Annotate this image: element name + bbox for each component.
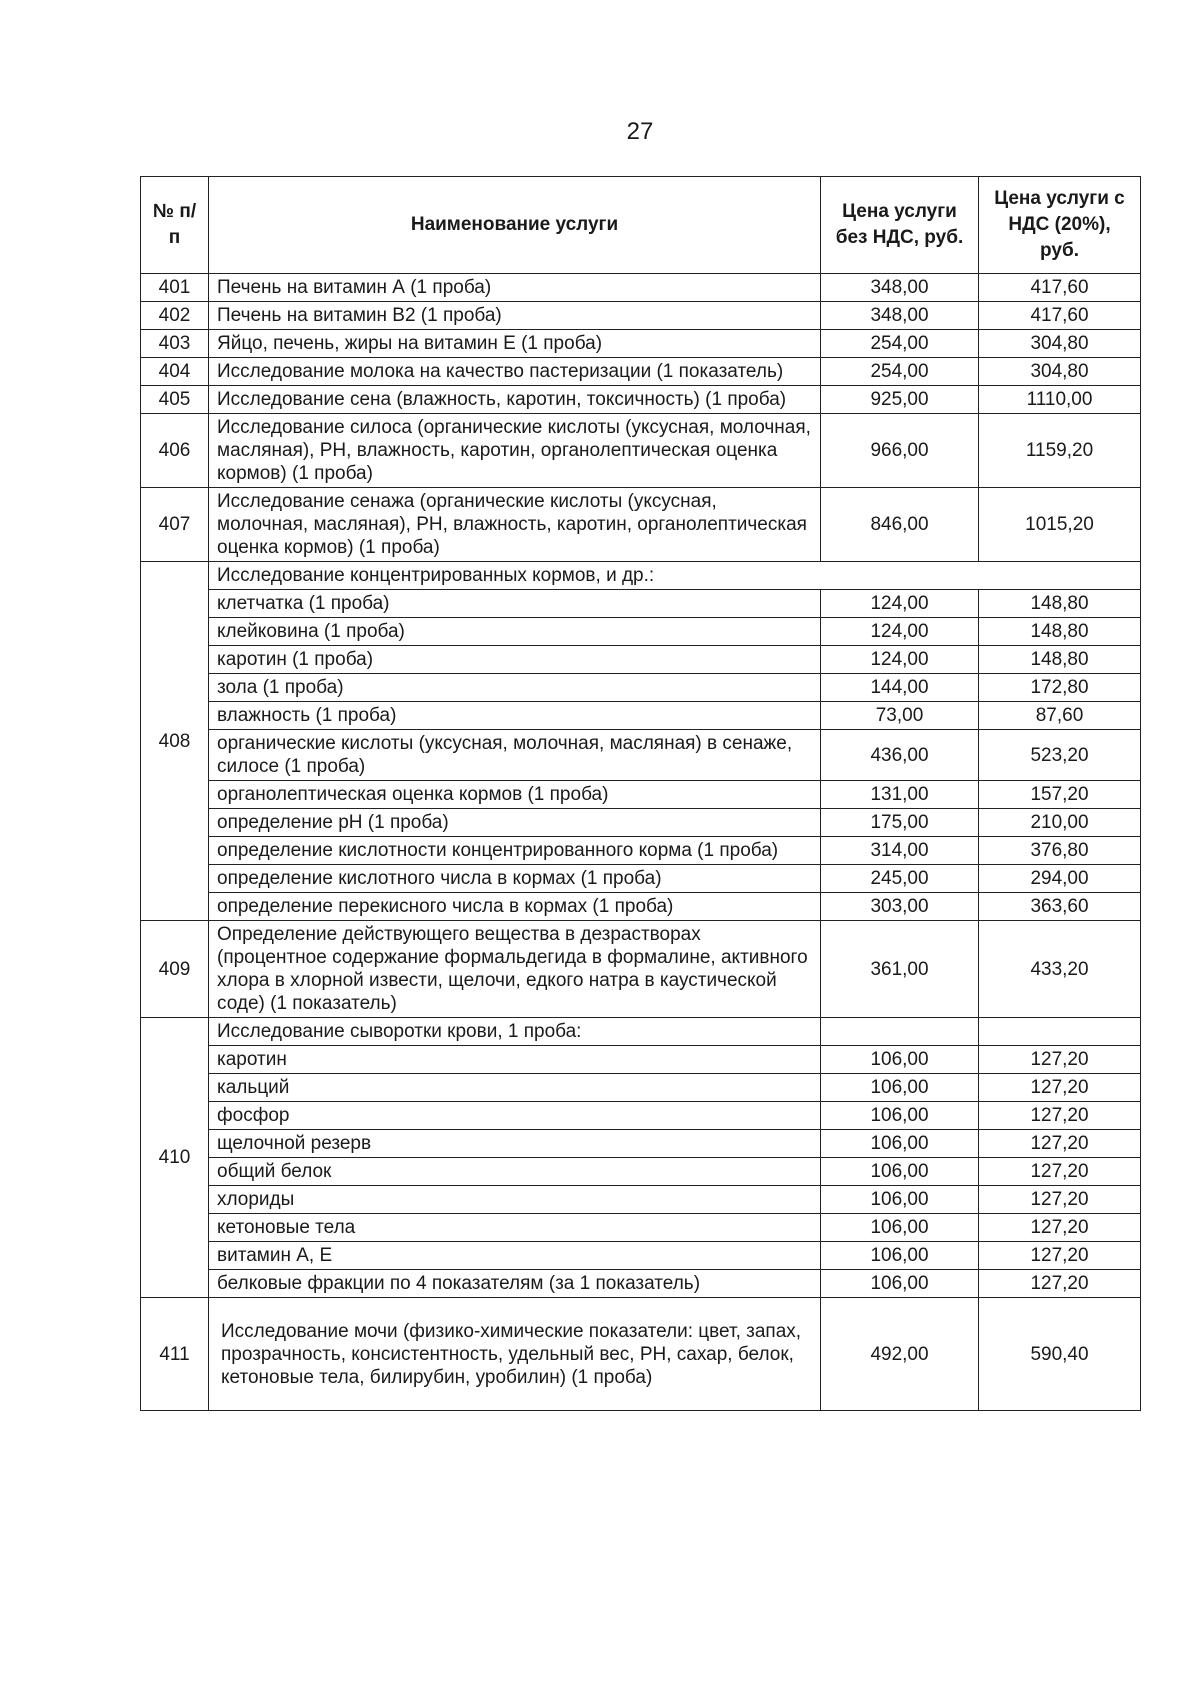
price-with-vat: 417,60 (979, 302, 1141, 330)
service-name: зола (1 проба) (209, 674, 821, 702)
price-without-vat: 106,00 (821, 1186, 979, 1214)
price-without-vat: 492,00 (821, 1298, 979, 1411)
service-name: фосфор (209, 1102, 821, 1130)
service-name: органолептическая оценка кормов (1 проба) (209, 781, 821, 809)
price-with-vat: 304,80 (979, 358, 1141, 386)
table-subrow (141, 1102, 1141, 1130)
price-with-vat: 304,80 (979, 330, 1141, 358)
service-name: белковые фракции по 4 показателям (за 1 показатель) (209, 1270, 821, 1298)
price-without-vat: 106,00 (821, 1214, 979, 1242)
price-without-vat: 348,00 (821, 274, 979, 302)
price-with-vat: 172,80 (979, 674, 1141, 702)
price-without-vat: 846,00 (821, 488, 979, 562)
service-name: органические кислоты (уксусная, молочная, масляная) в сенаже, силосе (1 проба) (209, 730, 821, 781)
price-with-vat: 523,20 (979, 730, 1141, 781)
table-row (141, 1018, 1141, 1046)
row-number: 407 (141, 488, 209, 562)
price-without-vat: 925,00 (821, 386, 979, 414)
row-number: 402 (141, 302, 209, 330)
header-price-with-vat: Цена услуги с НДС (20%), руб. (979, 177, 1141, 274)
table-subrow (141, 730, 1141, 781)
row-number: 411 (141, 1298, 209, 1411)
table-subrow (141, 809, 1141, 837)
price-without-vat: 106,00 (821, 1074, 979, 1102)
price-with-vat: 157,20 (979, 781, 1141, 809)
price-with-vat: 417,60 (979, 274, 1141, 302)
service-name: щелочной резерв (209, 1130, 821, 1158)
price-without-vat: 245,00 (821, 865, 979, 893)
price-without-vat: 106,00 (821, 1242, 979, 1270)
price-without-vat: 361,00 (821, 921, 979, 1018)
header-service-name: Наименование услуги (209, 177, 821, 274)
table-subrow (141, 1046, 1141, 1074)
table-row (141, 562, 1141, 590)
table-subrow (141, 1130, 1141, 1158)
service-name: Исследование мочи (физико-химические показатели: цвет, запах, прозрачность, консистентность, удельный вес, PH, сахар, белок, кетоновые тела, билирубин, уробилин) (1 проба) (209, 1298, 821, 1411)
price-with-vat: 210,00 (979, 809, 1141, 837)
row-number: 404 (141, 358, 209, 386)
table-row (141, 302, 1141, 330)
price-without-vat: 106,00 (821, 1158, 979, 1186)
price-without-vat: 106,00 (821, 1102, 979, 1130)
price-with-vat: 148,80 (979, 590, 1141, 618)
price-with-vat: 1110,00 (979, 386, 1141, 414)
table-row (141, 386, 1141, 414)
table-subrow (141, 1186, 1141, 1214)
table-subrow (141, 781, 1141, 809)
service-name: каротин (209, 1046, 821, 1074)
price-table-body (141, 274, 1141, 1411)
price-without-vat: 124,00 (821, 618, 979, 646)
table-subrow (141, 893, 1141, 921)
table-subrow (141, 1214, 1141, 1242)
table-subrow (141, 1242, 1141, 1270)
table-row (141, 1298, 1141, 1411)
price-with-vat: 148,80 (979, 646, 1141, 674)
table-row (141, 358, 1141, 386)
page-number: 27 (626, 118, 654, 145)
service-name: клетчатка (1 проба) (209, 590, 821, 618)
service-name: клейковина (1 проба) (209, 618, 821, 646)
service-name: Яйцо, печень, жиры на витамин Е (1 проба) (209, 330, 821, 358)
service-name: Исследование молока на качество пастеризации (1 показатель) (209, 358, 821, 386)
price-without-vat: 314,00 (821, 837, 979, 865)
service-name: Печень на витамин В2 (1 проба) (209, 302, 821, 330)
price-with-vat: 376,80 (979, 837, 1141, 865)
service-name: витамин А, Е (209, 1242, 821, 1270)
service-name: определение перекисного числа в кормах (1 проба) (209, 893, 821, 921)
price-without-vat: 144,00 (821, 674, 979, 702)
service-name: Печень на витамин А (1 проба) (209, 274, 821, 302)
row-number: 409 (141, 921, 209, 1018)
table-subrow (141, 702, 1141, 730)
price-with-vat: 433,20 (979, 921, 1141, 1018)
price-without-vat: 966,00 (821, 414, 979, 488)
table-header-row (141, 177, 1141, 274)
price-without-vat: 131,00 (821, 781, 979, 809)
group-title: Исследование сыворотки крови, 1 проба: (209, 1018, 821, 1046)
row-number: 401 (141, 274, 209, 302)
table-row (141, 488, 1141, 562)
table-subrow (141, 1158, 1141, 1186)
header-number: № п/п (141, 177, 209, 274)
price-with-vat: 127,20 (979, 1074, 1141, 1102)
price-with-vat: 590,40 (979, 1298, 1141, 1411)
price-with-vat: 148,80 (979, 618, 1141, 646)
price-without-vat: 124,00 (821, 646, 979, 674)
row-number: 410 (141, 1018, 209, 1298)
service-name: определение pH (1 проба) (209, 809, 821, 837)
service-name: хлориды (209, 1186, 821, 1214)
table-subrow (141, 837, 1141, 865)
service-name: Исследование сенажа (органические кислоты (уксусная, молочная, масляная), PH, влажность, каротин, органолептическая оценка кормов) (1 проба) (209, 488, 821, 562)
empty-price-cell (821, 1018, 979, 1046)
price-with-vat: 127,20 (979, 1270, 1141, 1298)
table-subrow (141, 1270, 1141, 1298)
table-row (141, 414, 1141, 488)
price-with-vat: 127,20 (979, 1130, 1141, 1158)
row-number: 403 (141, 330, 209, 358)
table-row (141, 330, 1141, 358)
header-price-without-vat: Цена услуги без НДС, руб. (821, 177, 979, 274)
service-name: Определение действующего вещества в дезрастворах (процентное содержание формальдегида в формалине, активного хлора в хлорной извести, щелочи, едкого натра в каустической соде) (1 показатель) (209, 921, 821, 1018)
price-with-vat: 127,20 (979, 1186, 1141, 1214)
price-with-vat: 363,60 (979, 893, 1141, 921)
price-with-vat: 1015,20 (979, 488, 1141, 562)
table-subrow (141, 865, 1141, 893)
price-without-vat: 436,00 (821, 730, 979, 781)
table-row (141, 921, 1141, 1018)
price-without-vat: 254,00 (821, 330, 979, 358)
price-with-vat: 294,00 (979, 865, 1141, 893)
price-with-vat: 87,60 (979, 702, 1141, 730)
price-with-vat: 127,20 (979, 1214, 1141, 1242)
table-subrow (141, 646, 1141, 674)
table-subrow (141, 674, 1141, 702)
price-with-vat: 127,20 (979, 1242, 1141, 1270)
price-without-vat: 303,00 (821, 893, 979, 921)
service-name: общий белок (209, 1158, 821, 1186)
row-number: 406 (141, 414, 209, 488)
row-number: 408 (141, 562, 209, 921)
table-row (141, 274, 1141, 302)
price-with-vat: 127,20 (979, 1158, 1141, 1186)
price-without-vat: 124,00 (821, 590, 979, 618)
service-name: каротин (1 проба) (209, 646, 821, 674)
empty-price-cell (979, 1018, 1141, 1046)
service-name: определение кислотного числа в кормах (1 проба) (209, 865, 821, 893)
row-number: 405 (141, 386, 209, 414)
price-without-vat: 254,00 (821, 358, 979, 386)
price-with-vat: 127,20 (979, 1046, 1141, 1074)
service-name: кетоновые тела (209, 1214, 821, 1242)
price-table (140, 176, 1141, 1411)
price-without-vat: 106,00 (821, 1270, 979, 1298)
table-subrow (141, 590, 1141, 618)
price-without-vat: 106,00 (821, 1130, 979, 1158)
price-without-vat: 348,00 (821, 302, 979, 330)
service-name: влажность (1 проба) (209, 702, 821, 730)
price-without-vat: 73,00 (821, 702, 979, 730)
price-with-vat: 1159,20 (979, 414, 1141, 488)
price-with-vat: 127,20 (979, 1102, 1141, 1130)
service-name: Исследование силоса (органические кислоты (уксусная, молочная, масляная), PH, влажность, каротин, органолептическая оценка кормов) (1 проба) (209, 414, 821, 488)
price-without-vat: 175,00 (821, 809, 979, 837)
service-name: определение кислотности концентрированного корма (1 проба) (209, 837, 821, 865)
table-subrow (141, 1074, 1141, 1102)
service-name: кальций (209, 1074, 821, 1102)
price-without-vat: 106,00 (821, 1046, 979, 1074)
group-title: Исследование концентрированных кормов, и др.: (209, 562, 1141, 590)
table-subrow (141, 618, 1141, 646)
service-name: Исследование сена (влажность, каротин, токсичность) (1 проба) (209, 386, 821, 414)
